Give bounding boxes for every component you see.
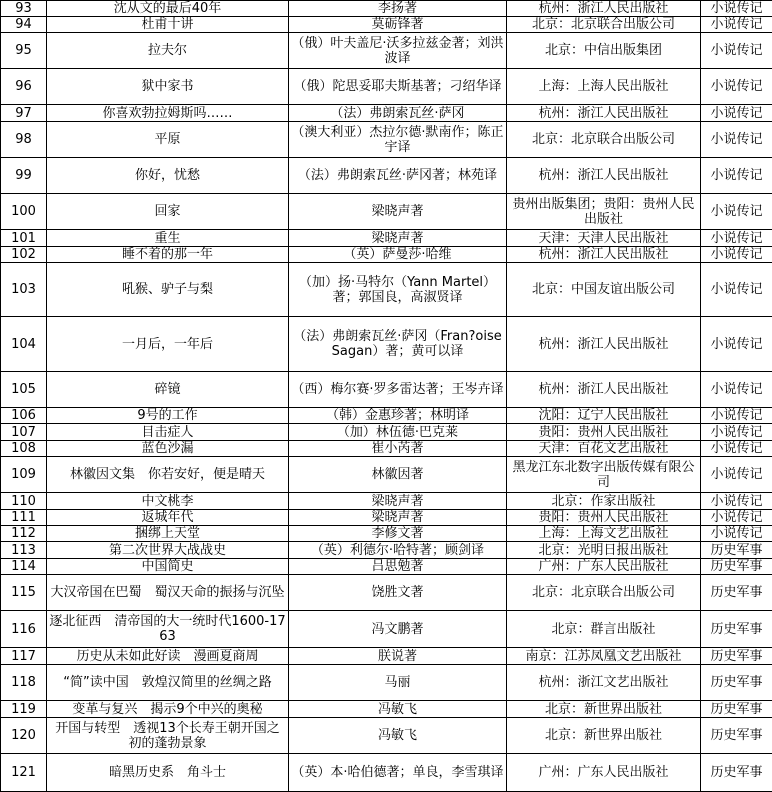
title-cell[interactable]: 一月后，一年后 — [47, 317, 289, 372]
row-number-cell[interactable]: 109 — [1, 457, 47, 493]
author-cell[interactable]: （韩）金惠珍著；林明译 — [289, 408, 507, 424]
table-row[interactable] — [1, 665, 772, 701]
category-cell[interactable]: 历史军事 — [701, 542, 772, 559]
publisher-cell[interactable]: 北京：北京联合出版公司 — [507, 575, 701, 611]
author-cell[interactable]: 朕说著 — [289, 648, 507, 665]
row-number-cell[interactable]: 97 — [1, 105, 47, 122]
row-number-cell[interactable]: 103 — [1, 263, 47, 317]
author-cell[interactable]: 梁晓声著 — [289, 510, 507, 526]
title-cell[interactable]: 目击症人 — [47, 424, 289, 441]
table-row[interactable] — [1, 701, 772, 718]
table-row[interactable] — [1, 441, 772, 457]
category-cell[interactable]: 小说传记 — [701, 510, 772, 526]
table-row[interactable] — [1, 230, 772, 247]
publisher-cell[interactable]: 杭州：浙江人民出版社 — [507, 158, 701, 194]
title-cell[interactable]: 逐北征西 清帝国的大一统时代1600-1763 — [47, 611, 289, 648]
publisher-cell[interactable]: 天津：百花文艺出版社 — [507, 441, 701, 457]
row-number-cell[interactable]: 105 — [1, 372, 47, 408]
title-cell[interactable]: “简”读中国 敦煌汉简里的丝绸之路 — [47, 665, 289, 701]
publisher-cell[interactable]: 北京：光明日报出版社 — [507, 542, 701, 559]
row-number-cell[interactable]: 104 — [1, 317, 47, 372]
publisher-cell[interactable]: 北京：北京联合出版公司 — [507, 122, 701, 158]
row-number-cell[interactable]: 96 — [1, 69, 47, 105]
author-cell[interactable]: （西）梅尔赛·罗多雷达著；王岑卉译 — [289, 372, 507, 408]
publisher-cell[interactable]: 杭州：浙江文艺出版社 — [507, 665, 701, 701]
publisher-cell[interactable]: 天津：天津人民出版社 — [507, 230, 701, 247]
category-cell[interactable]: 历史军事 — [701, 559, 772, 575]
publisher-cell[interactable]: 北京：北京联合出版公司 — [507, 17, 701, 33]
publisher-cell[interactable]: 北京：新世界出版社 — [507, 718, 701, 754]
title-cell[interactable]: 9号的工作 — [47, 408, 289, 424]
row-number-cell[interactable]: 110 — [1, 493, 47, 510]
author-cell[interactable]: 冯文鹏著 — [289, 611, 507, 648]
category-cell[interactable]: 历史军事 — [701, 665, 772, 701]
author-cell[interactable]: 李扬著 — [289, 1, 507, 17]
author-cell[interactable]: （英）本·哈伯德著；单良，李雪琪译 — [289, 754, 507, 792]
title-cell[interactable]: 平原 — [47, 122, 289, 158]
title-cell[interactable]: 重生 — [47, 230, 289, 247]
title-cell[interactable]: 第二次世界大战战史 — [47, 542, 289, 559]
publisher-cell[interactable]: 北京：群言出版社 — [507, 611, 701, 648]
category-cell[interactable]: 小说传记 — [701, 122, 772, 158]
table-body — [1, 1, 772, 792]
title-cell[interactable]: 中文桃李 — [47, 493, 289, 510]
row-number-cell[interactable]: 99 — [1, 158, 47, 194]
author-cell[interactable]: （俄）叶夫盖尼·沃多拉兹金著；刘洪波译 — [289, 33, 507, 69]
category-cell[interactable]: 历史军事 — [701, 701, 772, 718]
title-cell[interactable]: 碎镜 — [47, 372, 289, 408]
author-cell[interactable]: 马丽 — [289, 665, 507, 701]
publisher-cell[interactable]: 贵阳：贵州人民出版社 — [507, 424, 701, 441]
row-number-cell[interactable]: 108 — [1, 441, 47, 457]
table-row[interactable] — [1, 424, 772, 441]
category-cell[interactable]: 历史军事 — [701, 648, 772, 665]
author-cell[interactable]: 冯敏飞 — [289, 701, 507, 718]
category-cell[interactable]: 小说传记 — [701, 69, 772, 105]
publisher-cell[interactable]: 杭州：浙江人民出版社 — [507, 1, 701, 17]
table-row[interactable] — [1, 194, 772, 230]
category-cell[interactable]: 历史军事 — [701, 754, 772, 792]
title-cell[interactable]: 吼猴、驴子与梨 — [47, 263, 289, 317]
table-row[interactable] — [1, 754, 772, 792]
author-cell[interactable]: （英）萨曼莎·哈维 — [289, 247, 507, 263]
row-number-cell[interactable]: 116 — [1, 611, 47, 648]
category-cell[interactable]: 历史军事 — [701, 718, 772, 754]
title-cell[interactable]: 拉夫尔 — [47, 33, 289, 69]
author-cell[interactable]: 林徽因著 — [289, 457, 507, 493]
table-row[interactable] — [1, 718, 772, 754]
table-row[interactable] — [1, 372, 772, 408]
table-row[interactable] — [1, 542, 772, 559]
title-cell[interactable]: 你喜欢勃拉姆斯吗…… — [47, 105, 289, 122]
category-cell[interactable]: 小说传记 — [701, 158, 772, 194]
row-number-cell[interactable]: 113 — [1, 542, 47, 559]
row-number-cell[interactable]: 121 — [1, 754, 47, 792]
table-row[interactable] — [1, 648, 772, 665]
author-cell[interactable]: 崔小芮著 — [289, 441, 507, 457]
row-number-cell[interactable]: 119 — [1, 701, 47, 718]
author-cell[interactable]: （加）扬·马特尔（Yann Martel）著；郭国良，高淑贤译 — [289, 263, 507, 317]
publisher-cell[interactable]: 广州：广东人民出版社 — [507, 754, 701, 792]
table-row[interactable] — [1, 122, 772, 158]
author-cell[interactable]: 冯敏飞 — [289, 718, 507, 754]
table-row[interactable] — [1, 526, 772, 542]
category-cell[interactable]: 小说传记 — [701, 33, 772, 69]
title-cell[interactable]: 林徽因文集 你若安好，便是晴天 — [47, 457, 289, 493]
publisher-cell[interactable]: 贵阳：贵州人民出版社 — [507, 510, 701, 526]
category-cell[interactable]: 小说传记 — [701, 441, 772, 457]
publisher-cell[interactable]: 北京：中国友谊出版公司 — [507, 263, 701, 317]
category-cell[interactable]: 小说传记 — [701, 408, 772, 424]
publisher-cell[interactable]: 贵州出版集团；贵阳：贵州人民出版社 — [507, 194, 701, 230]
publisher-cell[interactable]: 沈阳：辽宁人民出版社 — [507, 408, 701, 424]
publisher-cell[interactable]: 杭州：浙江人民出版社 — [507, 247, 701, 263]
row-number-cell[interactable]: 98 — [1, 122, 47, 158]
table-row[interactable] — [1, 17, 772, 33]
row-number-cell[interactable]: 118 — [1, 665, 47, 701]
row-number-cell[interactable]: 107 — [1, 424, 47, 441]
row-number-cell[interactable]: 101 — [1, 230, 47, 247]
table-row[interactable] — [1, 493, 772, 510]
category-cell[interactable]: 小说传记 — [701, 526, 772, 542]
title-cell[interactable]: 狱中家书 — [47, 69, 289, 105]
author-cell[interactable]: （俄）陀思妥耶夫斯基著；刁绍华译 — [289, 69, 507, 105]
table-row[interactable] — [1, 611, 772, 648]
category-cell[interactable]: 小说传记 — [701, 247, 772, 263]
table-row[interactable] — [1, 408, 772, 424]
table-row[interactable] — [1, 510, 772, 526]
publisher-cell[interactable]: 上海：上海文艺出版社 — [507, 526, 701, 542]
publisher-cell[interactable]: 广州：广东人民出版社 — [507, 559, 701, 575]
category-cell[interactable]: 小说传记 — [701, 372, 772, 408]
title-cell[interactable]: 变革与复兴 揭示9个中兴的奥秘 — [47, 701, 289, 718]
row-number-cell[interactable]: 102 — [1, 247, 47, 263]
row-number-cell[interactable]: 114 — [1, 559, 47, 575]
table-row[interactable] — [1, 33, 772, 69]
table-row[interactable] — [1, 69, 772, 105]
title-cell[interactable]: 返城年代 — [47, 510, 289, 526]
title-cell[interactable]: 捆绑上天堂 — [47, 526, 289, 542]
table-row[interactable] — [1, 457, 772, 493]
publisher-cell[interactable]: 北京：作家出版社 — [507, 493, 701, 510]
table-row[interactable] — [1, 1, 772, 17]
author-cell[interactable]: 饶胜文著 — [289, 575, 507, 611]
author-cell[interactable]: 莫砺锋著 — [289, 17, 507, 33]
category-cell[interactable]: 小说传记 — [701, 194, 772, 230]
row-number-cell[interactable]: 112 — [1, 526, 47, 542]
category-cell[interactable]: 小说传记 — [701, 317, 772, 372]
publisher-cell[interactable]: 杭州：浙江人民出版社 — [507, 372, 701, 408]
author-cell[interactable]: （法）弗朗索瓦丝·萨冈著；林苑译 — [289, 158, 507, 194]
author-cell[interactable]: （英）利德尔·哈特著；顾剑译 — [289, 542, 507, 559]
author-cell[interactable]: （法）弗朗索瓦丝·萨冈 — [289, 105, 507, 122]
row-number-cell[interactable]: 93 — [1, 1, 47, 17]
row-number-cell[interactable]: 111 — [1, 510, 47, 526]
author-cell[interactable]: （加）林伍德·巴克莱 — [289, 424, 507, 441]
author-cell[interactable]: 梁晓声著 — [289, 493, 507, 510]
category-cell[interactable]: 小说传记 — [701, 105, 772, 122]
title-cell[interactable]: 你好，忧愁 — [47, 158, 289, 194]
publisher-cell[interactable]: 黑龙江东北数字出版传媒有限公司 — [507, 457, 701, 493]
table-row[interactable] — [1, 158, 772, 194]
author-cell[interactable]: 吕思勉著 — [289, 559, 507, 575]
publisher-cell[interactable]: 杭州：浙江人民出版社 — [507, 105, 701, 122]
category-cell[interactable]: 小说传记 — [701, 263, 772, 317]
author-cell[interactable]: （法）弗朗索瓦丝·萨冈（Fran?oise Sagan）著；黄可以译 — [289, 317, 507, 372]
category-cell[interactable]: 小说传记 — [701, 424, 772, 441]
category-cell[interactable]: 小说传记 — [701, 230, 772, 247]
row-number-cell[interactable]: 100 — [1, 194, 47, 230]
title-cell[interactable]: 睡不着的那一年 — [47, 247, 289, 263]
category-cell[interactable]: 历史军事 — [701, 575, 772, 611]
table-row[interactable] — [1, 559, 772, 575]
author-cell[interactable]: 梁晓声著 — [289, 230, 507, 247]
author-cell[interactable]: 李修文著 — [289, 526, 507, 542]
title-cell[interactable]: 杜甫十讲 — [47, 17, 289, 33]
publisher-cell[interactable]: 北京：中信出版集团 — [507, 33, 701, 69]
publisher-cell[interactable]: 上海：上海人民出版社 — [507, 69, 701, 105]
table-row[interactable] — [1, 263, 772, 317]
category-cell[interactable]: 小说传记 — [701, 493, 772, 510]
title-cell[interactable]: 历史从未如此好读 漫画夏商周 — [47, 648, 289, 665]
category-cell[interactable]: 小说传记 — [701, 17, 772, 33]
author-cell[interactable]: 梁晓声著 — [289, 194, 507, 230]
title-cell[interactable]: 蓝色沙漏 — [47, 441, 289, 457]
row-number-cell[interactable]: 94 — [1, 17, 47, 33]
row-number-cell[interactable]: 120 — [1, 718, 47, 754]
category-cell[interactable]: 小说传记 — [701, 457, 772, 493]
row-number-cell[interactable]: 95 — [1, 33, 47, 69]
table-row[interactable] — [1, 575, 772, 611]
author-cell[interactable]: （澳大利亚）杰拉尔德·默南作；陈正宇译 — [289, 122, 507, 158]
category-cell[interactable]: 历史军事 — [701, 611, 772, 648]
title-cell[interactable]: 沈从文的最后40年 — [47, 1, 289, 17]
table-row[interactable] — [1, 317, 772, 372]
row-number-cell[interactable]: 106 — [1, 408, 47, 424]
title-cell[interactable]: 暗黑历史系 角斗士 — [47, 754, 289, 792]
publisher-cell[interactable]: 杭州：浙江人民出版社 — [507, 317, 701, 372]
title-cell[interactable]: 大汉帝国在巴蜀 蜀汉天命的振扬与沉坠 — [47, 575, 289, 611]
table-row[interactable] — [1, 247, 772, 263]
row-number-cell[interactable]: 115 — [1, 575, 47, 611]
category-cell[interactable]: 小说传记 — [701, 1, 772, 17]
row-number-cell[interactable]: 117 — [1, 648, 47, 665]
table-row[interactable] — [1, 105, 772, 122]
publisher-cell[interactable]: 南京：江苏凤凰文艺出版社 — [507, 648, 701, 665]
title-cell[interactable]: 回家 — [47, 194, 289, 230]
publisher-cell[interactable]: 北京：新世界出版社 — [507, 701, 701, 718]
title-cell[interactable]: 中国简史 — [47, 559, 289, 575]
title-cell[interactable]: 开国与转型 透视13个长寿王朝开国之初的蓬勃景象 — [47, 718, 289, 754]
